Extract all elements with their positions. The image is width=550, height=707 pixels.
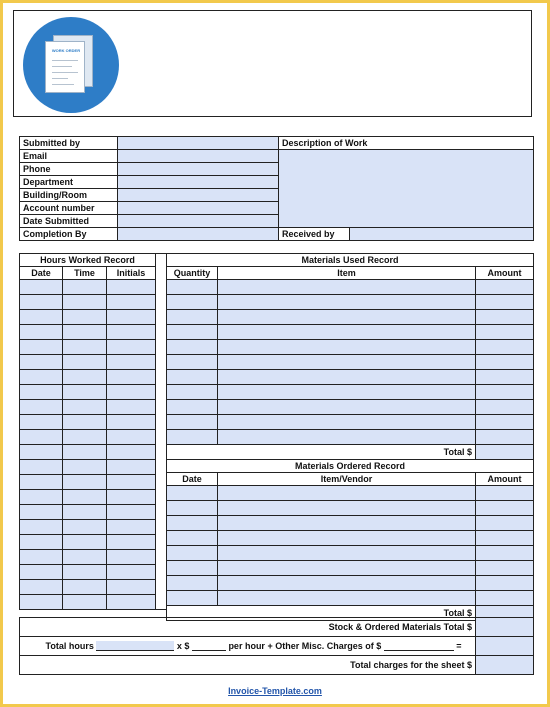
materials-used-title: Materials Used Record	[167, 254, 534, 267]
hourly-rate-field[interactable]	[192, 641, 226, 651]
completion-by-label: Completion By	[20, 228, 118, 241]
materials-ordered-title: Materials Ordered Record	[167, 460, 534, 473]
hours-time-cell[interactable]	[63, 550, 107, 565]
hours-time-cell[interactable]	[63, 355, 107, 370]
materials-ordered-amount-cell[interactable]	[476, 531, 534, 546]
total-charges-field[interactable]	[476, 656, 534, 675]
materials-used-item-cell[interactable]	[218, 415, 476, 430]
materials-used-amount-cell[interactable]	[476, 430, 534, 445]
materials-used-total-row	[167, 445, 534, 460]
description-of-work-label: Description of Work	[279, 137, 534, 150]
materials-used-row	[167, 325, 534, 340]
hours-time-cell[interactable]	[63, 325, 107, 340]
materials-ordered-item-cell[interactable]	[218, 531, 476, 546]
phone-label: Phone	[20, 163, 118, 176]
hours-row	[20, 535, 156, 550]
hours-initials-cell[interactable]	[107, 550, 156, 565]
hours-time-cell[interactable]	[63, 445, 107, 460]
hours-time-cell[interactable]	[63, 565, 107, 580]
hours-time-cell[interactable]	[63, 505, 107, 520]
hours-date-cell[interactable]	[20, 400, 63, 415]
hours-initials-cell[interactable]	[107, 325, 156, 340]
hours-date-cell[interactable]	[20, 430, 63, 445]
materials-used-first-cell[interactable]	[167, 415, 218, 430]
x-dollar-label: x $	[176, 641, 190, 651]
materials-ordered-amount-cell[interactable]	[476, 486, 534, 501]
materials-ordered-amount-cell[interactable]	[476, 561, 534, 576]
materials-used-item-cell[interactable]	[218, 280, 476, 295]
hours-time-cell[interactable]	[63, 385, 107, 400]
materials-ordered-col-amount: Amount	[476, 473, 534, 486]
materials-ordered-first-cell[interactable]	[167, 501, 218, 516]
materials-ordered-item-cell[interactable]	[218, 486, 476, 501]
materials-ordered-first-cell[interactable]	[167, 591, 218, 606]
email-label: Email	[20, 150, 118, 163]
materials-ordered-amount-cell[interactable]	[476, 576, 534, 591]
materials-used-first-cell[interactable]	[167, 385, 218, 400]
hours-time-cell[interactable]	[63, 430, 107, 445]
materials-used-first-cell[interactable]	[167, 430, 218, 445]
total-charges-label: Total charges for the sheet $	[20, 656, 476, 675]
materials-used-item-cell[interactable]	[218, 310, 476, 325]
hours-row	[20, 355, 156, 370]
hours-initials-cell[interactable]	[107, 535, 156, 550]
materials-used-amount-cell[interactable]	[476, 340, 534, 355]
hours-row	[20, 490, 156, 505]
materials-used-amount-cell[interactable]	[476, 295, 534, 310]
materials-table	[166, 253, 534, 621]
hours-initials-cell[interactable]	[107, 430, 156, 445]
materials-ordered-item-cell[interactable]	[218, 516, 476, 531]
submitted-by-field[interactable]	[118, 137, 279, 150]
materials-ordered-row	[167, 501, 534, 516]
hours-initials-cell[interactable]	[107, 505, 156, 520]
hours-initials-cell[interactable]	[107, 310, 156, 325]
materials-used-row	[167, 295, 534, 310]
materials-ordered-first-cell[interactable]	[167, 576, 218, 591]
hours-row	[20, 370, 156, 385]
hours-time-cell[interactable]	[63, 580, 107, 595]
hours-row	[20, 310, 156, 325]
hours-date-cell[interactable]	[20, 460, 63, 475]
hours-date-cell[interactable]	[20, 520, 63, 535]
total-hours-label: Total hours	[45, 641, 94, 651]
hours-row	[20, 505, 156, 520]
hours-date-cell[interactable]	[20, 550, 63, 565]
materials-ordered-row	[167, 516, 534, 531]
request-info-table	[19, 136, 534, 241]
equals-label: =	[456, 641, 462, 651]
hours-row	[20, 430, 156, 445]
hours-date-cell[interactable]	[20, 565, 63, 580]
stock-ordered-total-label: Stock & Ordered Materials Total $	[20, 618, 476, 637]
work-order-sheet	[3, 3, 547, 704]
hours-date-cell[interactable]	[20, 280, 63, 295]
materials-ordered-col-date: Date	[167, 473, 218, 486]
hours-initials-cell[interactable]	[107, 415, 156, 430]
completion-by-field[interactable]	[118, 228, 279, 241]
received-by-label: Received by	[279, 228, 350, 241]
department-label: Department	[20, 176, 118, 189]
materials-ordered-first-cell[interactable]	[167, 561, 218, 576]
materials-ordered-first-cell[interactable]	[167, 516, 218, 531]
per-hour-label: per hour + Other Misc. Charges of $	[228, 641, 382, 651]
work-order-document-icon	[45, 41, 85, 93]
materials-ordered-amount-cell[interactable]	[476, 501, 534, 516]
hours-date-cell[interactable]	[20, 505, 63, 520]
doc-line	[52, 84, 74, 85]
hours-initials-cell[interactable]	[107, 490, 156, 505]
hours-initials-cell[interactable]	[107, 580, 156, 595]
hours-date-cell[interactable]	[20, 385, 63, 400]
materials-used-total-label: Total $	[167, 445, 476, 460]
hours-initials-cell[interactable]	[107, 355, 156, 370]
materials-used-row	[167, 340, 534, 355]
account-number-label: Account number	[20, 202, 118, 215]
footer-link[interactable]: Invoice-Template.com	[228, 686, 322, 696]
materials-ordered-row	[167, 576, 534, 591]
hours-initials-cell[interactable]	[107, 445, 156, 460]
hours-worked-title: Hours Worked Record	[20, 254, 156, 267]
materials-ordered-row	[167, 546, 534, 561]
hours-col-date: Date	[20, 267, 63, 280]
materials-used-item-cell[interactable]	[218, 400, 476, 415]
hours-date-cell[interactable]	[20, 325, 63, 340]
materials-used-amount-cell[interactable]	[476, 400, 534, 415]
hours-col-initials: Initials	[107, 267, 156, 280]
materials-ordered-row	[167, 486, 534, 501]
materials-used-total-field[interactable]	[476, 445, 534, 460]
hours-initials-cell[interactable]	[107, 565, 156, 580]
hours-initials-cell[interactable]	[107, 385, 156, 400]
hours-row	[20, 385, 156, 400]
materials-ordered-first-cell[interactable]	[167, 531, 218, 546]
materials-used-amount-cell[interactable]	[476, 325, 534, 340]
materials-used-amount-cell[interactable]	[476, 370, 534, 385]
materials-ordered-total-label: Total $	[167, 606, 476, 621]
materials-used-amount-cell[interactable]	[476, 385, 534, 400]
hours-date-cell[interactable]	[20, 490, 63, 505]
header-box	[13, 10, 532, 117]
materials-used-row	[167, 310, 534, 325]
hours-row	[20, 445, 156, 460]
hours-date-cell[interactable]	[20, 310, 63, 325]
materials-used-first-cell[interactable]	[167, 295, 218, 310]
materials-used-row	[167, 400, 534, 415]
materials-used-first-cell[interactable]	[167, 280, 218, 295]
email-field[interactable]	[118, 150, 279, 163]
materials-ordered-first-cell[interactable]	[167, 546, 218, 561]
doc-line	[52, 66, 72, 67]
hours-initials-cell[interactable]	[107, 595, 156, 610]
hours-initials-cell[interactable]	[107, 280, 156, 295]
materials-ordered-col-item-vendor: Item/Vendor	[218, 473, 476, 486]
materials-ordered-amount-cell[interactable]	[476, 516, 534, 531]
received-by-field[interactable]	[350, 228, 534, 241]
total-hours-field[interactable]	[96, 641, 174, 651]
hours-time-cell[interactable]	[63, 370, 107, 385]
hours-date-cell[interactable]	[20, 535, 63, 550]
doc-line	[52, 60, 78, 61]
hours-initials-cell[interactable]	[107, 340, 156, 355]
materials-used-row	[167, 385, 534, 400]
summary-table	[19, 617, 534, 675]
materials-used-amount-cell[interactable]	[476, 280, 534, 295]
materials-used-item-cell[interactable]	[218, 325, 476, 340]
materials-used-item-cell[interactable]	[218, 295, 476, 310]
hours-row	[20, 295, 156, 310]
hours-row	[20, 460, 156, 475]
materials-ordered-first-cell[interactable]	[167, 486, 218, 501]
materials-ordered-row	[167, 591, 534, 606]
hours-row	[20, 340, 156, 355]
hours-date-cell[interactable]	[20, 355, 63, 370]
hours-row	[20, 280, 156, 295]
materials-used-item-cell[interactable]	[218, 430, 476, 445]
stock-ordered-total-field[interactable]	[476, 618, 534, 637]
materials-used-col-item: Item	[218, 267, 476, 280]
hours-time-cell[interactable]	[63, 310, 107, 325]
materials-used-item-cell[interactable]	[218, 385, 476, 400]
materials-used-first-cell[interactable]	[167, 400, 218, 415]
hours-initials-cell[interactable]	[107, 400, 156, 415]
hours-time-cell[interactable]	[63, 490, 107, 505]
hours-charge-field[interactable]	[476, 637, 534, 656]
materials-ordered-row	[167, 531, 534, 546]
materials-ordered-item-cell[interactable]	[218, 501, 476, 516]
hours-time-cell[interactable]	[63, 535, 107, 550]
materials-ordered-item-cell[interactable]	[218, 546, 476, 561]
hours-initials-cell[interactable]	[107, 475, 156, 490]
materials-used-item-cell[interactable]	[218, 340, 476, 355]
hours-initials-cell[interactable]	[107, 520, 156, 535]
materials-used-col-amount: Amount	[476, 267, 534, 280]
logo	[23, 17, 119, 113]
hours-time-cell[interactable]	[63, 475, 107, 490]
date-submitted-label: Date Submitted	[20, 215, 118, 228]
hours-row	[20, 595, 156, 610]
hours-worked-table	[19, 253, 156, 610]
hours-date-cell[interactable]	[20, 415, 63, 430]
hours-initials-cell[interactable]	[107, 295, 156, 310]
total-hours-row	[20, 637, 476, 656]
materials-used-first-cell[interactable]	[167, 370, 218, 385]
hours-col-time: Time	[63, 267, 107, 280]
department-field[interactable]	[118, 176, 279, 189]
hours-row	[20, 565, 156, 580]
column-gap	[155, 253, 166, 610]
materials-ordered-row	[167, 561, 534, 576]
account-number-field[interactable]	[118, 202, 279, 215]
materials-used-first-cell[interactable]	[167, 355, 218, 370]
materials-used-row	[167, 280, 534, 295]
materials-ordered-item-cell[interactable]	[218, 576, 476, 591]
logo-doc-title: WORK ORDER	[51, 48, 81, 53]
materials-used-row	[167, 370, 534, 385]
hours-date-cell[interactable]	[20, 445, 63, 460]
hours-date-cell[interactable]	[20, 295, 63, 310]
materials-used-col-quantity: Quantity	[167, 267, 218, 280]
materials-used-amount-cell[interactable]	[476, 355, 534, 370]
hours-time-cell[interactable]	[63, 595, 107, 610]
hours-time-cell[interactable]	[63, 400, 107, 415]
hours-date-cell[interactable]	[20, 370, 63, 385]
building-room-label: Building/Room	[20, 189, 118, 202]
doc-line	[52, 72, 78, 73]
materials-used-amount-cell[interactable]	[476, 310, 534, 325]
materials-used-item-cell[interactable]	[218, 355, 476, 370]
materials-ordered-item-cell[interactable]	[218, 591, 476, 606]
materials-used-row	[167, 415, 534, 430]
hours-time-cell[interactable]	[63, 520, 107, 535]
materials-used-item-cell[interactable]	[218, 370, 476, 385]
materials-used-first-cell[interactable]	[167, 310, 218, 325]
hours-row	[20, 520, 156, 535]
hours-initials-cell[interactable]	[107, 460, 156, 475]
hours-time-cell[interactable]	[63, 295, 107, 310]
hours-time-cell[interactable]	[63, 340, 107, 355]
submitted-by-label: Submitted by	[20, 137, 118, 150]
hours-row	[20, 550, 156, 565]
hours-time-cell[interactable]	[63, 280, 107, 295]
date-submitted-field[interactable]	[118, 215, 279, 228]
materials-used-first-cell[interactable]	[167, 340, 218, 355]
materials-used-first-cell[interactable]	[167, 325, 218, 340]
hours-row	[20, 400, 156, 415]
hours-row	[20, 415, 156, 430]
hours-row	[20, 325, 156, 340]
description-of-work-field[interactable]	[279, 150, 534, 228]
doc-line	[52, 78, 68, 79]
phone-field[interactable]	[118, 163, 279, 176]
hours-initials-cell[interactable]	[107, 370, 156, 385]
hours-date-cell[interactable]	[20, 580, 63, 595]
hours-time-cell[interactable]	[63, 460, 107, 475]
materials-used-row	[167, 430, 534, 445]
hours-date-cell[interactable]	[20, 595, 63, 610]
materials-ordered-amount-cell[interactable]	[476, 546, 534, 561]
hours-row	[20, 580, 156, 595]
misc-charges-field[interactable]	[384, 641, 454, 651]
materials-ordered-amount-cell[interactable]	[476, 591, 534, 606]
materials-ordered-item-cell[interactable]	[218, 561, 476, 576]
hours-date-cell[interactable]	[20, 340, 63, 355]
materials-used-row	[167, 355, 534, 370]
building-room-field[interactable]	[118, 189, 279, 202]
hours-time-cell[interactable]	[63, 415, 107, 430]
materials-used-amount-cell[interactable]	[476, 415, 534, 430]
hours-date-cell[interactable]	[20, 475, 63, 490]
hours-row	[20, 475, 156, 490]
